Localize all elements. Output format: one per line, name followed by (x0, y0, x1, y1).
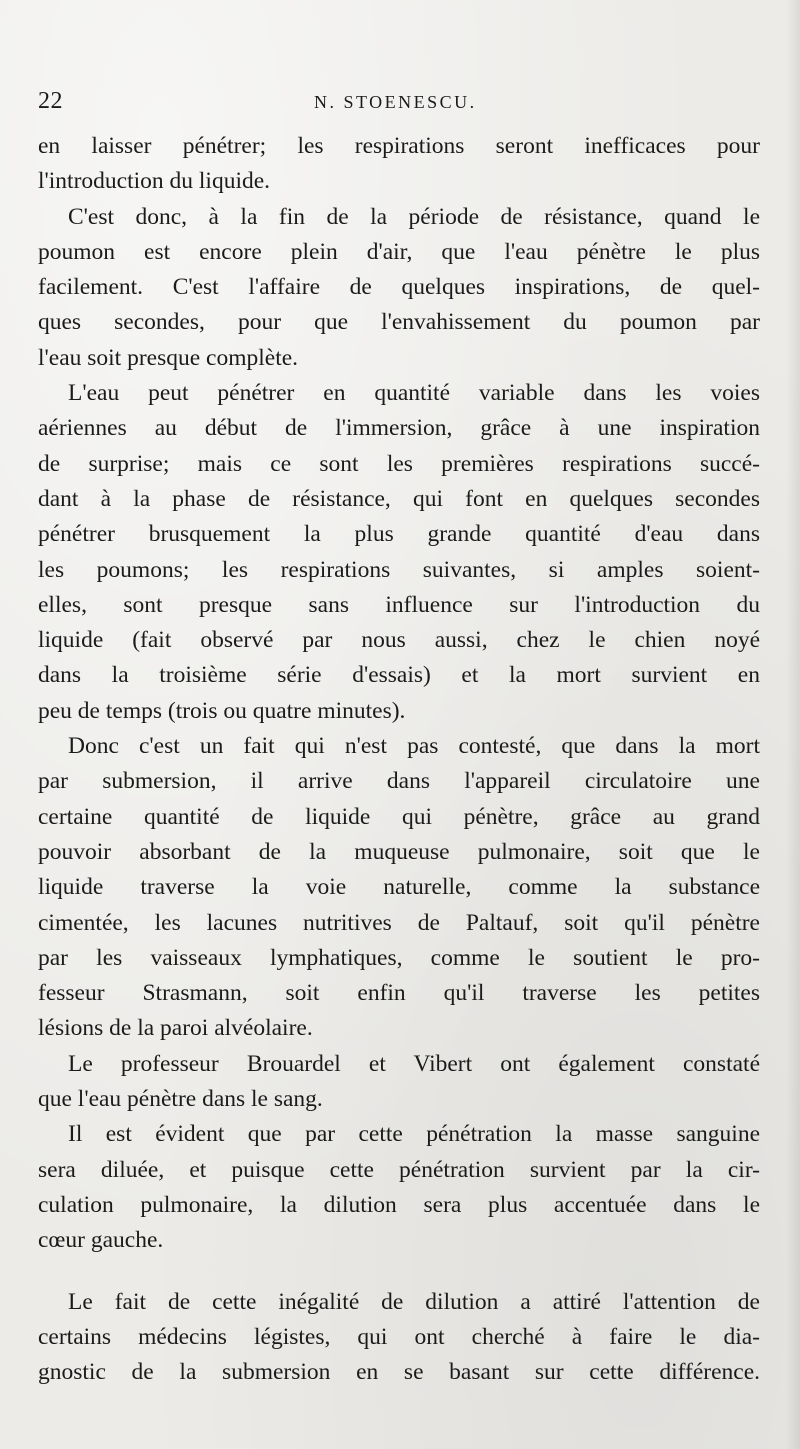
text-line: dant à la phase de résistance, qui font en quelques secondes (38, 485, 760, 512)
text-line: culation pulmonaire, la dilution sera plus accentuée dans le (38, 1191, 760, 1218)
text-line: Donc c'est un fait qui n'est pas contesté, que dans la mort (68, 733, 760, 760)
text-line: de surprise; mais ce sont les premières respirations succé- (38, 450, 760, 477)
text-line: les poumons; les respirations suivantes, si amples soient- (38, 556, 760, 583)
text-line: que l'eau pénètre dans le sang. (38, 1086, 323, 1113)
text-line: fesseur Strasmann, soit enfin qu'il traverse les petites (38, 980, 760, 1007)
text-line: gnostic de la submersion en se basant sur cette différence. (38, 1359, 760, 1386)
text-line: lésions de la paroi alvéolaire. (38, 1015, 313, 1042)
page-number: 22 (38, 88, 63, 114)
text-line: L'eau peut pénétrer en quantité variable dans les voies (68, 380, 760, 407)
text-line: pouvoir absorbant de la muqueuse pulmonaire, soit que le (38, 838, 760, 865)
text-line: par les vaisseaux lymphatiques, comme le soutient le pro- (38, 944, 760, 971)
text-line: facilement. C'est l'affaire de quelques inspirations, de quel- (38, 274, 760, 301)
running-head: N. STOENESCU. (314, 92, 477, 112)
text-line: cœur gauche. (38, 1227, 164, 1254)
text-line: peu de temps (trois ou quatre minutes). (38, 697, 406, 724)
text-line: par submersion, il arrive dans l'appareil circulatoire une (38, 768, 760, 795)
page-edge-shadow (786, 0, 800, 1449)
text-line: l'eau soit presque complète. (38, 344, 299, 371)
text-line: Le professeur Brouardel et Vibert ont également constaté (68, 1050, 760, 1077)
text-line: l'introduction du liquide. (38, 168, 271, 195)
text-line: sera diluée, et puisque cette pénétration survient par la cir- (38, 1156, 760, 1183)
text-line: ques secondes, pour que l'envahissement du poumon par (38, 309, 760, 336)
text-line: C'est donc, à la fin de la période de résistance, quand le (68, 203, 760, 230)
paragraph-gap (38, 1259, 760, 1285)
body-text (38, 129, 760, 1390)
text-line: certaine quantité de liquide qui pénètre, grâce au grand (38, 803, 760, 830)
text-line: aériennes au début de l'immersion, grâce à une inspiration (38, 415, 760, 442)
text-line: liquide (fait observé par nous aussi, chez le chien noyé (38, 627, 760, 654)
text-line: pénétrer brusquement la plus grande quantité d'eau dans (38, 521, 760, 548)
text-line: Il est évident que par cette pénétration la masse sanguine (68, 1121, 760, 1148)
text-line: en laisser pénétrer; les respirations seront inefficaces pour (38, 133, 760, 159)
text-line: elles, sont presque sans influence sur l'introduction du (38, 591, 760, 618)
text-line: poumon est encore plein d'air, que l'eau pénètre le plus (38, 238, 760, 265)
text-line: Le fait de cette inégalité de dilution a attiré l'attention de (68, 1288, 760, 1315)
page-header (38, 86, 762, 120)
text-line: certains médecins légistes, qui ont cherché à faire le dia- (38, 1323, 760, 1350)
text-line: liquide traverse la voie naturelle, comme la substance (38, 874, 760, 901)
text-line: dans la troisième série d'essais) et la mort survient en (38, 662, 760, 689)
text-line: cimentée, les lacunes nutritives de Paltauf, soit qu'il pénètre (38, 909, 760, 936)
